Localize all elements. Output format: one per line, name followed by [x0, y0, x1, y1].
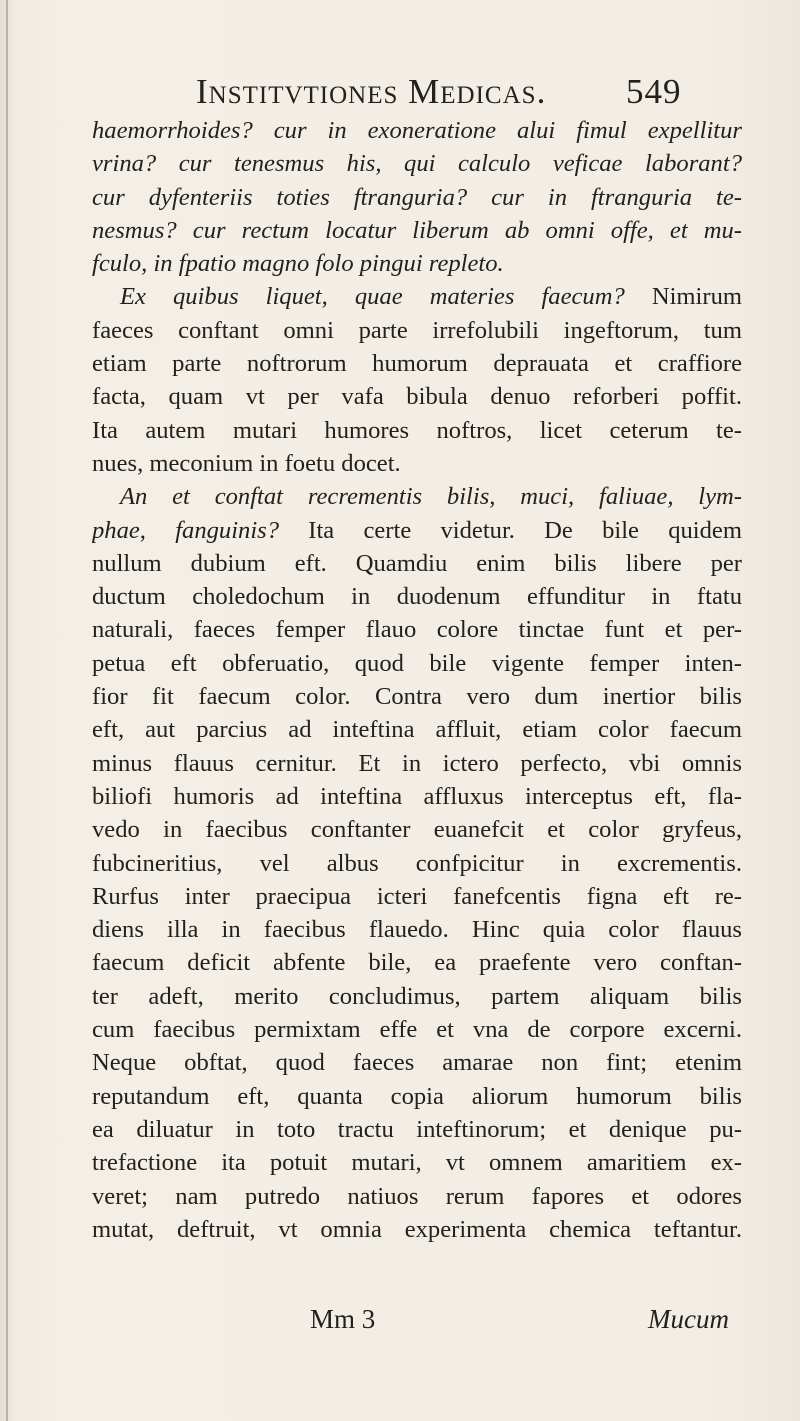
text-line: nullum dubium eft. Quamdiu enim bilis libere per [92, 549, 742, 577]
text-line: cum faecibus permixtam effe et vna de corpore excerni. [92, 1016, 742, 1044]
text-line: biliofi humoris ad inteftina affluxus interceptus eft, fla- [92, 782, 742, 810]
text-line: Ex quibus liquet, quae materies faecum? Nimirum [120, 283, 742, 311]
text-line: fculo, in fpatio magno folo pingui repleto. [92, 250, 504, 278]
text-line: cur dyfenteriis toties ftranguria? cur in ftranguria te- [92, 183, 742, 211]
binding-gutter [6, 0, 8, 1421]
text-line: eft, aut parcius ad inteftina affluit, etiam color faecum [92, 716, 742, 744]
signature-mark: Mm 3 [310, 1304, 376, 1334]
text-line: An et conftat recrementis bilis, muci, faliuae, lym- [120, 483, 742, 511]
text-line: ter adeft, merito concludimus, partem aliquam bilis [92, 982, 742, 1010]
text-line: fior fit faecum color. Contra vero dum inertior bilis [92, 683, 742, 711]
text-line: vedo in faecibus conftanter euanefcit et color gryfeus, [92, 816, 742, 844]
text-line: nues, meconium in foetu docet. [92, 449, 401, 477]
text-line: veret; nam putredo natiuos rerum fapores et odores [92, 1182, 742, 1210]
text-line: nesmus? cur rectum locatur liberum ab omni offe, et mu- [92, 216, 742, 244]
text-line: faeces conftant omni parte irrefolubili ingeftorum, tum [92, 316, 742, 344]
text-line: vrina? cur tenesmus his, qui calculo veficae laborant? [92, 150, 742, 178]
text-line: mutat, deftruit, vt omnia experimenta chemica teftantur. [92, 1215, 742, 1243]
text-line: fubcineritius, vel albus confpicitur in excrementis. [92, 849, 742, 877]
text-line: Rurfus inter praecipua icteri fanefcentis figna eft re- [92, 882, 742, 910]
page-number: 549 [626, 72, 682, 111]
running-title: Institvtiones Medicas. [196, 72, 547, 111]
text-line: ductum choledochum in duodenum effunditur in ftatu [92, 583, 742, 611]
text-line: Ita autem mutari humores noftros, licet ceterum te- [92, 416, 742, 444]
text-line: petua eft obferuatio, quod bile vigente femper inten- [92, 649, 742, 677]
text-line: diens illa in faecibus flauedo. Hinc quia color flauus [92, 916, 742, 944]
body-text [92, 114, 742, 1246]
text-line: phae, fanguinis? Ita certe videtur. De bile quidem [92, 516, 742, 544]
text-line: Neque obftat, quod faeces amarae non fint; etenim [92, 1049, 742, 1077]
text-line: etiam parte noftrorum humorum deprauata et craffiore [92, 350, 742, 378]
text-line: minus flauus cernitur. Et in ictero perfecto, vbi omnis [92, 749, 742, 777]
catchword: Mucum [648, 1304, 729, 1334]
text-line: naturali, faeces femper flauo colore tinctae funt et per- [92, 616, 742, 644]
text-line: facta, quam vt per vafa bibula denuo reforberi poffit. [92, 383, 742, 411]
text-line: trefactione ita potuit mutari, vt omnem amaritiem ex- [92, 1149, 742, 1177]
text-line: ea diluatur in toto tractu inteftinorum; et denique pu- [92, 1115, 742, 1143]
text-line: haemorrhoides? cur in exoneratione alui fimul expellitur [92, 117, 742, 144]
text-line: reputandum eft, quanta copia aliorum humorum bilis [92, 1082, 742, 1110]
text-line: faecum deficit abfente bile, ea praefente vero conftan- [92, 949, 742, 977]
